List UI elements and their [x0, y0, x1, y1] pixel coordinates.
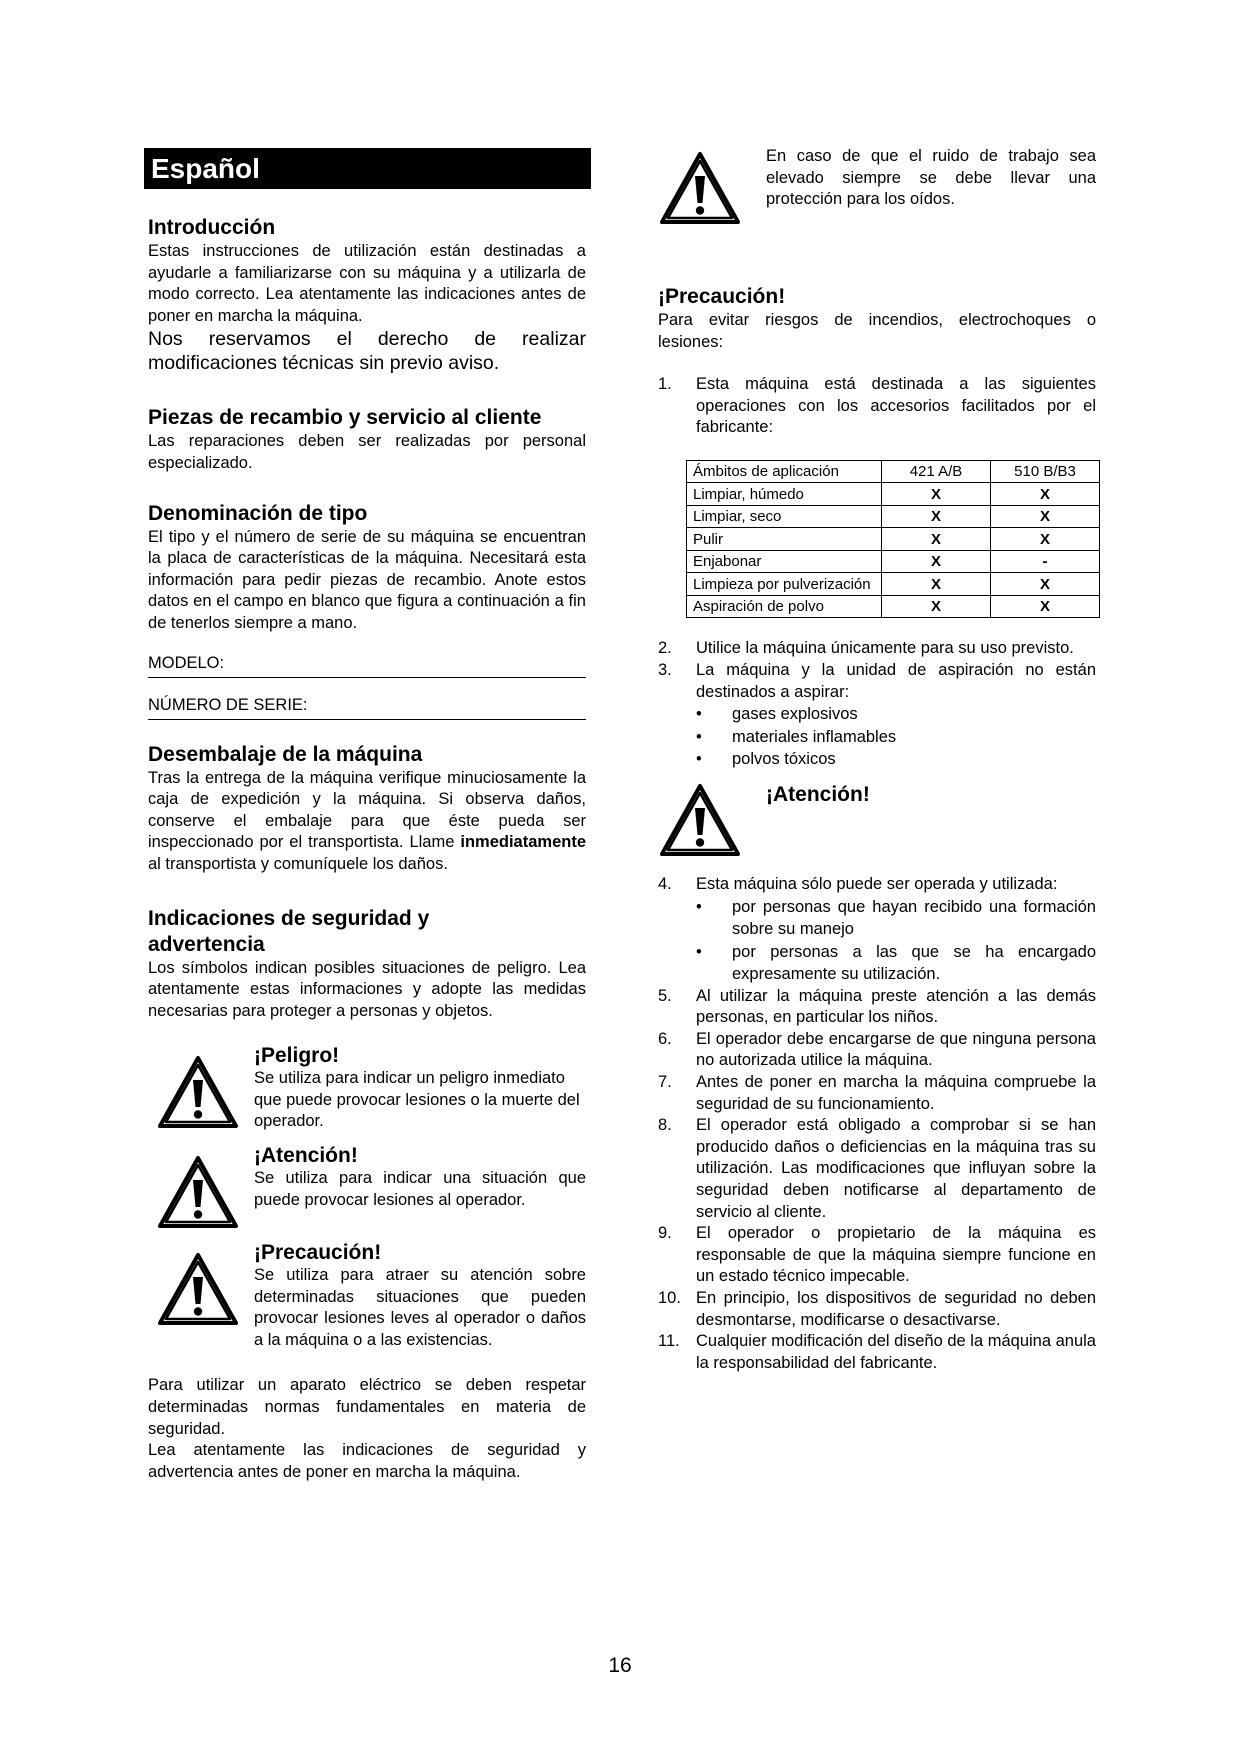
parts-title: Piezas de recambio y servicio al cliente	[148, 406, 542, 430]
language-header: Español	[144, 148, 591, 189]
type-section	[148, 501, 586, 720]
unpack-section	[148, 742, 586, 876]
rules-list-1	[658, 374, 1096, 439]
table-row: Pulir X X	[687, 528, 1100, 551]
model-field: MODELO:	[148, 653, 586, 678]
list-item: 8. El operador está obligado a comprobar si se han producido daños o deficiencias en la máquina tras su utilización. Las modificaciones que influyan sobre la seguridad deben notificarse al departamento de servicio al cliente.	[658, 1116, 1096, 1221]
unpack-body: Tras la entrega de la máquina verifique minuciosamente la caja de expedición y la máquina. Si observa daños, conserve el embalaje para que éste pueda ser inspeccionado por el transportista. Llame inmediatamente al transportista y comuníquele los daños.	[148, 768, 586, 873]
table-header-row: Ámbitos de aplicación 421 A/B 510 B/B3	[687, 460, 1100, 483]
rules-list-2	[658, 638, 1096, 703]
precaution-section	[658, 284, 1096, 353]
type-title: Denominación de tipo	[148, 501, 368, 525]
bullet-list-substances	[696, 703, 1096, 770]
attention-heading: ¡Atención!	[766, 783, 870, 807]
warning-triangle-icon	[658, 782, 742, 858]
safety-title: Indicaciones de seguridad y advertencia	[148, 906, 430, 956]
warning-triangle-icon	[156, 1154, 240, 1230]
list-item: 3. La máquina y la unidad de aspiración no están destinados a aspirar:	[658, 661, 1096, 701]
warning-triangle-icon	[658, 150, 742, 226]
unpack-title: Desembalaje de la máquina	[148, 742, 423, 766]
list-item: 4. Esta máquina sólo puede ser operada y utilizada:	[658, 875, 1058, 894]
bullet-item: • por personas que hayan recibido una formación sobre su manejo	[696, 896, 1096, 941]
intro-reserve: Nos reservamos el derecho de realizar modificaciones técnicas sin previo aviso.	[148, 328, 586, 375]
list-item: 5. Al utilizar la máquina preste atención a las demás personas, en particular los niños.	[658, 986, 1096, 1027]
right-column	[658, 148, 1096, 1374]
list-item: 11. Cualquier modificación del diseño de la máquina anula la responsabilidad del fabricante.	[658, 1332, 1096, 1372]
list-item: 7. Antes de poner en marcha la máquina compruebe la seguridad de su funcionamiento.	[658, 1073, 1096, 1113]
bullet-item: • por personas a las que se ha encargado expresamente su utilización.	[696, 941, 1096, 986]
left-column	[148, 148, 586, 1483]
safety-footer-1: Para utilizar un aparato eléctrico se deben respetar determinadas normas fundamentales en materia de seguridad.	[148, 1376, 586, 1438]
bullet-item: • polvos tóxicos	[696, 748, 1096, 770]
safety-footer-2: Lea atentamente las indicaciones de seguridad y advertencia antes de poner en marcha la máquina.	[148, 1441, 586, 1481]
precaution-text: Se utiliza para atraer su atención sobre determinadas situaciones que pueden provocar lesiones leves al operador o daños a la máquina o a las existencias.	[254, 1266, 586, 1349]
precaution-heading: ¡Precaución!	[658, 285, 786, 308]
table-row: Enjabonar X -	[687, 550, 1100, 573]
precaution-body: Para evitar riesgos de incendios, electrochoques o lesiones:	[658, 311, 1096, 351]
danger-text: Se utiliza para indicar un peligro inmediato que puede provocar lesiones o la muerte del operador.	[254, 1069, 580, 1131]
attention-text: Se utiliza para indicar una situación que puede provocar lesiones al operador.	[254, 1169, 586, 1209]
table-row: Limpiar, seco X X	[687, 505, 1100, 528]
applications-table	[686, 460, 1100, 619]
list-item: 1. Esta máquina está destinada a las siguientes operaciones con los accesorios facilitados por el fabricante:	[658, 375, 1096, 437]
rules-list-3	[658, 874, 1096, 896]
list-item: 2. Utilice la máquina únicamente para su uso previsto.	[658, 639, 1074, 658]
safety-section	[148, 906, 586, 1023]
intro-body: Estas instrucciones de utilización están destinadas a ayudarle a familiarizarse con su máquina y a utilizarla de modo correcto. Lea atentamente las indicaciones antes de poner en marcha la máquina.	[148, 242, 586, 325]
symbol-attention	[148, 1144, 586, 1230]
table-row: Limpieza por pulverización X X	[687, 573, 1100, 596]
symbol-precaution	[148, 1241, 586, 1351]
parts-body: Las reparaciones deben ser realizadas por personal especializado.	[148, 432, 586, 472]
attention-block	[658, 782, 1096, 858]
rules-list-4	[658, 986, 1096, 1375]
precaution-title: ¡Precaución!	[254, 1241, 382, 1265]
unpack-bold: inmediatamente	[460, 833, 586, 852]
parts-section	[148, 405, 586, 474]
noise-warning-text: En caso de que el ruido de trabajo sea elevado siempre se debe llevar una protección para los oídos.	[766, 147, 1096, 209]
list-item: 6. El operador debe encargarse de que ninguna persona no autorizada utilice la máquina.	[658, 1029, 1096, 1070]
bullet-item: • gases explosivos	[696, 703, 1096, 725]
type-body: El tipo y el número de serie de su máquina se encuentran la placa de características de la máquina. Necesitará esta información para pedir piezas de recambio. Anote estos datos en el campo en blanco que figura a continuación a fin de tenerlos siempre a mano.	[148, 527, 586, 632]
attention-title: ¡Atención!	[254, 1144, 358, 1168]
warning-triangle-icon	[156, 1251, 240, 1327]
warning-triangle-icon	[156, 1054, 240, 1130]
noise-warning	[658, 146, 1096, 226]
bullet-item: • materiales inflamables	[696, 726, 1096, 748]
table-row: Aspiración de polvo X X	[687, 595, 1100, 618]
danger-title: ¡Peligro!	[254, 1044, 340, 1068]
intro-section	[148, 215, 586, 375]
serial-field: NÚMERO DE SERIE:	[148, 695, 586, 720]
safety-body: Los símbolos indican posibles situaciones de peligro. Lea atentamente estas informaciones y adopte las medidas necesarias para proteger a personas y objetos.	[148, 958, 586, 1020]
list-item: 10. En principio, los dispositivos de seguridad no deben desmontarse, modificarse o desactivarse.	[658, 1289, 1096, 1329]
symbol-danger	[148, 1044, 586, 1133]
bullet-list-operators	[696, 896, 1096, 986]
page-number: 16	[608, 1654, 632, 1677]
table-row: Limpiar, húmedo X X	[687, 483, 1100, 506]
intro-title: Introducción	[148, 216, 276, 239]
list-item: 9. El operador o propietario de la máquina es responsable de que la máquina siempre funcione en un estado técnico impecable.	[658, 1224, 1096, 1286]
